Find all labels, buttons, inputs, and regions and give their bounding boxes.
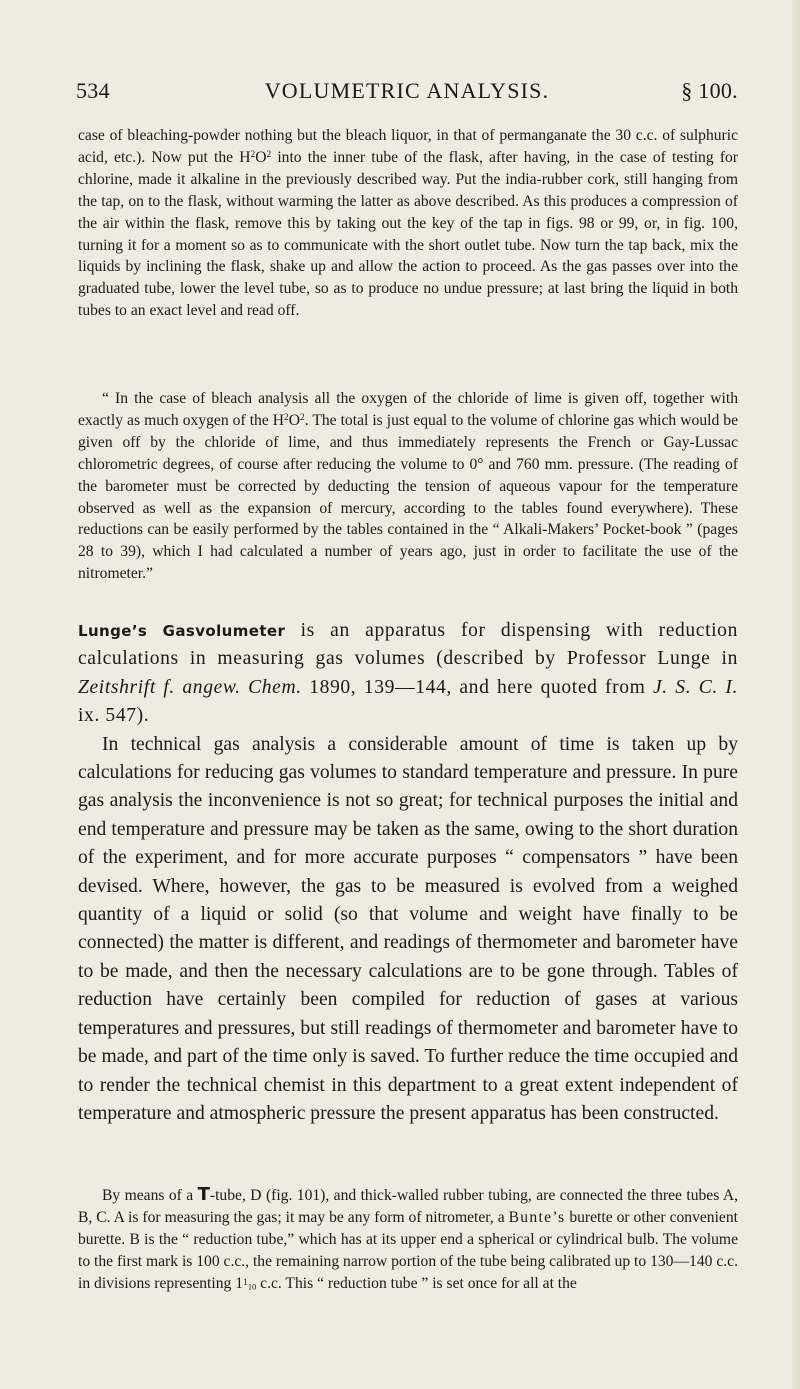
paragraph-bleach-analysis: “ In the case of bleach analysis all the oxygen of the chloride of lime is given off, together with exactly as much oxygen of the $H^2O^2$. The total is just equal to the volume of chlorine gas which would be given off by the chloride of lime, and thus immediately represents the French or Gay-Lussac chlorometric degrees, of course after reducing the volume to 0° and 760 mm. pressure. (The reading of the barometer must be corrected by deducting the tension of aqueous vapour for the temperature observed as well as the expansion of mercury, according to the tables found everywhere). These reductions can be easily performed by the tables contained in the “ Alkali-Makers’ Pocket-book ” (pages 28 to 39), which I had calculated a number of years ago, just in order to facilitate the use of the nitrometer.” [78, 390, 738, 583]
section-number: § 100. [681, 78, 738, 103]
gasvolumeter-heading: Lunge’s Gasvolumeter [78, 622, 286, 640]
paragraph-procedure: case of bleaching-powder nothing but the bleach liquor, in that of permanganate the 30 c.c. of sulphuric acid, etc.). Now put the $H^2O^2$ into the inner tube of the flask, after having, in the case of testing for chlorine, made it alkaline in the previously described way. Put the india-rubber cork, still hanging from the tap, on to the flask, without warming the latter as above described. As this produces a compression of the air within the flask, remove this by taking out the key of the tap in figs. 98 or 99, or, in fig. 100, turning it for a moment so as to communicate with the short outlet tube. Now turn the tap back, mix the liquids by inclining the flask, shake up and allow the action to proceed. As the gas passes over into the graduated tube, lower the level tube, so as to produce no undue pressure; at last bring the liquid in both tubes to an exact level and read off. [78, 127, 738, 320]
paragraph-technical-gas-analysis: In technical gas analysis a considerable amount of time is taken up by calculations for reducing gas volumes to standard temperature and pressure. In pure gas analysis the inconvenience is not so great; for technical purposes the initial and end temperature and pressure may be taken as the same, owing to the short duration of the experiment, and for more accurate purposes “ compensators ” have been devised. Where, however, the gas to be measured is evolved from a weighed quantity of a liquid or solid (so that volume and weight have finally to be connected) the matter is different, and readings of thermometer and barometer have to be made, and then the necessary calculations are to be gone through. Tables of reduction have certainly been compiled for reduction of gases at various temperatures and pressures, but still readings of thermometer and barometer have to be made, and part of the time only is saved. To further reduce the time occupied and to render the technical chemist in this department to a great extent independent of temperature and atmospheric pressure the present apparatus has been constructed. [78, 733, 738, 1124]
bunte-name: Bunte’s [508, 1208, 566, 1226]
fraction-numerator: 1 [243, 1277, 248, 1288]
section-gasvolumeter: Lunge’s Gasvolumeter is an apparatus for dispensing with reduction calculations in measuring gas volumes (described by Professor Lunge in Zeitshrift f. angew. Chem. 1890, 139—144, and here quoted from J. S. C. I. ix. 547). In technical gas analysis a considerable amount of time is taken up by calculations for reducing gas volumes to standard temperature and pressure. In pure gas analysis the inconvenience is not so great; for technical purposes the initial and end temperature and pressure may be taken as the same, owing to the short duration of the experiment, and for more accurate purposes “ compensators ” have been devised. Where, however, the gas to be measured is evolved from a weighed quantity of a liquid or solid (so that volume and weight have finally to be connected) the matter is different, and readings of thermometer and barometer have to be made, and then the necessary calculations are to be gone through. Tables of reduction have certainly been compiled for reduction of gases at various temperatures and pressures, but still readings of thermometer and barometer have to be made, and part of the time only is saved. To further reduce the time occupied and to render the technical chemist in this department to a great extent independent of temperature and atmospheric pressure the present apparatus has been constructed. [78, 617, 738, 1128]
t-tube-symbol: T [197, 1184, 210, 1205]
journal-title: Zeitshrift f. angew. Chem. [78, 676, 302, 698]
paragraph-apparatus-description: By means of a T-tube, D (fig. 101), and thick-walled rubber tubing, are connected the three tubes A, B, C. A is for measuring the gas; it may be any form of nitrometer, a Bunte’s burette or other convenient burette. B is the “ reduction tube,” which has at its upper end a spherical or cylindrical bulb. The volume to the first mark is 100 c.c., the remaining narrow portion of the tube being calibrated up to 130—140 c.c. in divisions representing 1110 c.c. This “ reduction tube ” is set once for all at the [78, 1184, 738, 1292]
running-title: VOLUMETRIC ANALYSIS. [264, 78, 550, 103]
running-header [76, 78, 738, 108]
fraction-denominator: 10 [247, 1280, 257, 1291]
page-edge-shadow [790, 0, 800, 1389]
journal-reference: J. S. C. I. [653, 676, 738, 698]
page-number: 534 [76, 78, 110, 103]
